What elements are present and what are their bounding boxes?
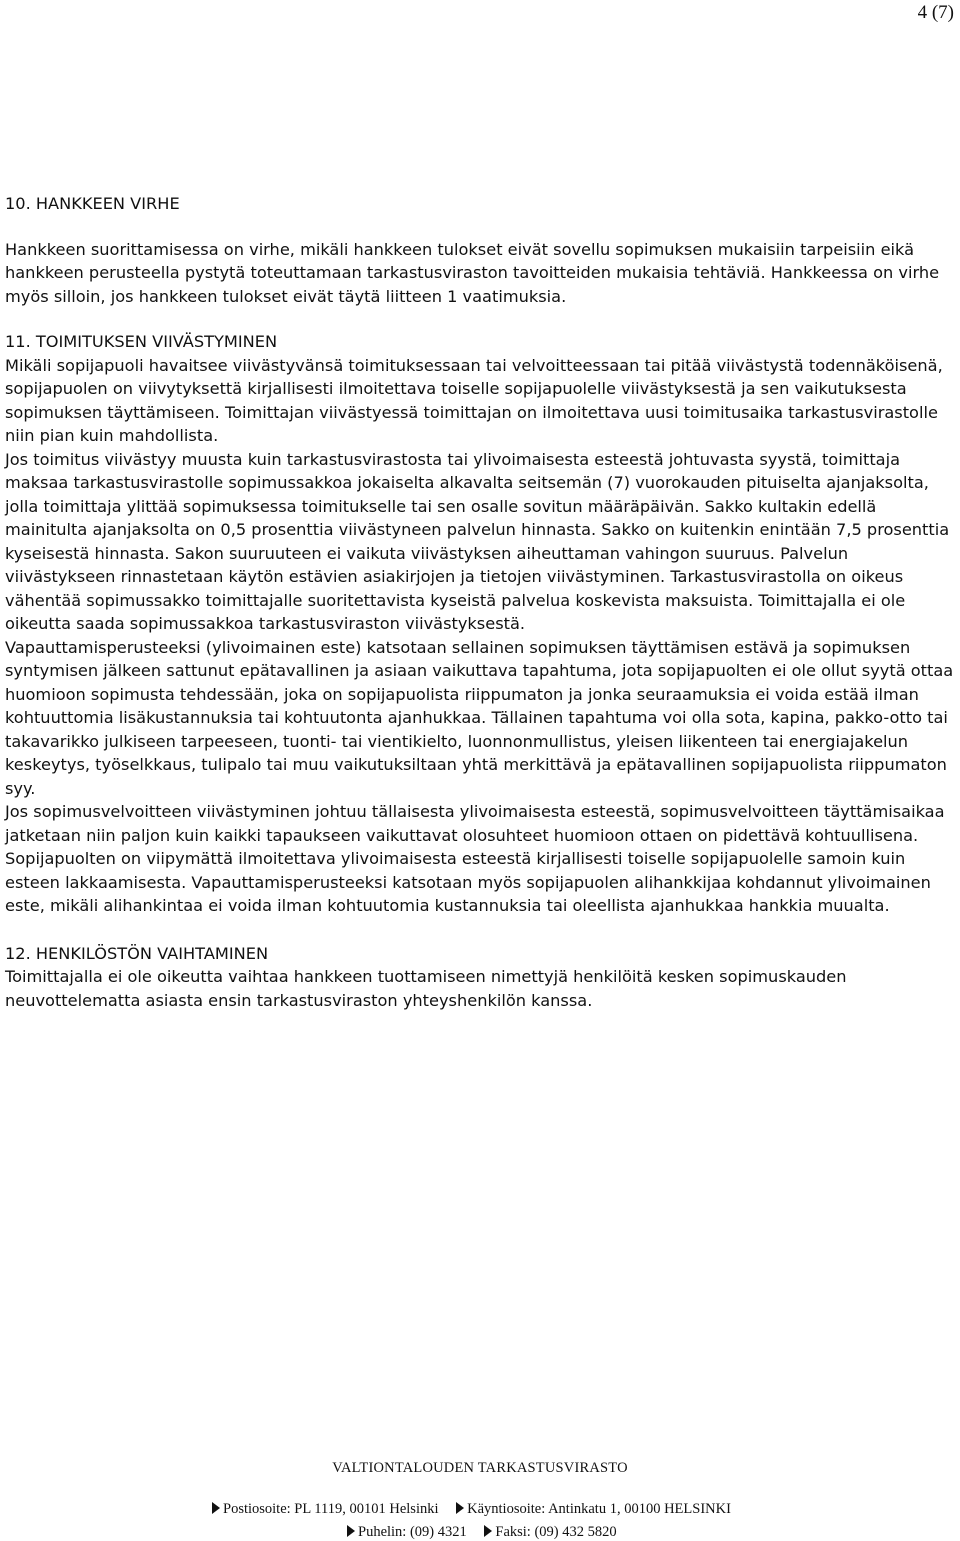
arrow-right-icon [456,1502,464,1514]
footer-phone: Puhelin: (09) 4321 [347,1524,467,1540]
section-12-paragraph-1: Toimittajalla ei ole oikeutta vaihtaa hankkeen tuottamiseen nimettyjä henkilöitä kesken sopimuskauden neuvottelematta asiasta ensin tarkastusviraston yhteyshenkilön kanssa. [5,967,847,1010]
section-11-paragraph-3: Vapauttamisperusteeksi (ylivoimainen este) katsotaan sellainen sopimuksen täyttämisen estävä ja sopimuksen syntymisen jälkeen sattunut epätavallinen ja asiaan vaikuttava tapahtuma, jota sopijapuolten ei ole ollut syytä ottaa huomioon sopimusta tehdessään, joka on sopijapuolista riippumaton ja jonka seuraamuksia ei voida estää ilman kohtuuttomia lisäkustannuksia tai kohtuutonta ajanhukkaa. Tällainen tapahtuma voi olla sota, kapina, pakko-otto tai takavarikko julkiseen tarpeeseen, tuonti- tai vientikielto, luonnonmullistus, yleisen liikenteen tai energiajakelun keskeytys, työselkkaus, tulipalo tai muu vaikutuksiltaan yhtä merkittävä ja epätavallinen sopijapuolista riippumaton syy. [5,637,954,798]
section-11-paragraph-5: Sopijapuolten on viipymättä ilmoitettava ylivoimaisesta esteestä kirjallisesti toiselle sopijapuolelle samoin kuin esteen lakkaamisesta. Vapauttamisperusteeksi katsotaan myös sopijapuolen alihankkijaa kohdannut ylivoimainen este, mikäli alihankintaa ei voida ilman kohtuutomia kustannuksia tai oleellista ajanhukkaa hankkia muualta. [5,849,931,915]
section-12-heading: 12. HENKILÖSTÖN VAIHTAMINEN [5,943,269,963]
document-body [5,192,955,1012]
section-10-heading: 10. HANKKEEN VIRHE [5,194,180,213]
section-10-paragraph-1: Hankkeen suorittamisessa on virhe, mikäli hankkeen tulokset eivät sovellu sopimuksen mukaisiin tarpeisiin eikä hankkeen perusteella pystytä toteuttamaan tarkastusviraston tavoitteiden mukaisia tehtäviä. Hankkeessa on virhe myös silloin, jos hankkeen tulokset eivät täytä liitteen 1 vaatimuksia. [5,239,940,306]
section-11-paragraph-1: Mikäli sopijapuoli havaitsee viivästyvänsä toimituksessaan tai velvoitteessaan tai pitää viivästystä todennäköisenä, sopijapuolen on viivytyksettä kirjallisesti ilmoitettava toiselle sopijapuolelle viivästyksestä ja sen vaikutuksesta sopimuksen täyttämiseen. Toimittajan viivästyessä toimittajan on ilmoitettava uusi toimitusaika tarkastusvirastolle niin pian kuin mahdollista. [5,355,943,445]
footer-address-row [212,1501,952,1518]
section-11-heading: 11. TOIMITUKSEN VIIVÄSTYMINEN [5,332,278,351]
section-11-paragraph-4: Jos sopimusvelvoitteen viivästyminen johtuu tällaisesta ylivoimaisesta esteestä, sopimusvelvoitteen täyttämisaikaa jatketaan niin paljon kuin kaikki tapaukseen vaikuttavat olosuhteet huomioon ottaen on pidettävä kohtuullisena. [5,802,945,845]
footer-organization: VALTIONTALOUDEN TARKASTUSVIRASTO [332,1460,628,1476]
footer-contact-row [347,1524,847,1541]
arrow-right-icon [347,1525,355,1537]
section-11-paragraph-2: Jos toimitus viivästyy muusta kuin tarkastusvirastosta tai ylivoimaisesta esteestä johtuvasta syystä, toimittaja maksaa tarkastusvirastolle sopimussakkoa jokaiselta alkavalta seitsemän (7) vuorokauden pituiselta ajanjaksolta, jolla toimittaja ylittää sopimuksessa toimitukselle tai sen osalle sovitun määräpäivän. Sakko kultakin edellä mainitulta ajanjaksolta on 0,5 prosenttia viivästyneen palvelun hinnasta. Sakko on kuitenkin enintään 7,5 prosenttia kyseisestä hinnasta. Sakon suuruuteen ei vaikuta viivästyksen aiheuttaman vahingon suuruus. Palvelun viivästykseen rinnastetaan käytön estävien asiakirjojen ja tietojen viivästyminen. Tarkastusvirastolla on oikeus vähentää sopimussakko toimittajalle suoritettavista kyseistä palvelua koskevista maksuista. Toimittajalla ei ole oikeutta saada sopimussakkoa tarkastusviraston viivästyksestä. [5,449,950,633]
footer-fax: Faksi: (09) 432 5820 [484,1524,616,1540]
footer-postal: Postiosoite: PL 1119, 00101 Helsinki [212,1501,439,1517]
footer-visiting: Käyntiosoite: Antinkatu 1, 00100 HELSINKI [456,1501,731,1517]
page-number: 4 (7) [917,2,954,23]
arrow-right-icon [484,1525,492,1537]
arrow-right-icon [212,1502,220,1514]
